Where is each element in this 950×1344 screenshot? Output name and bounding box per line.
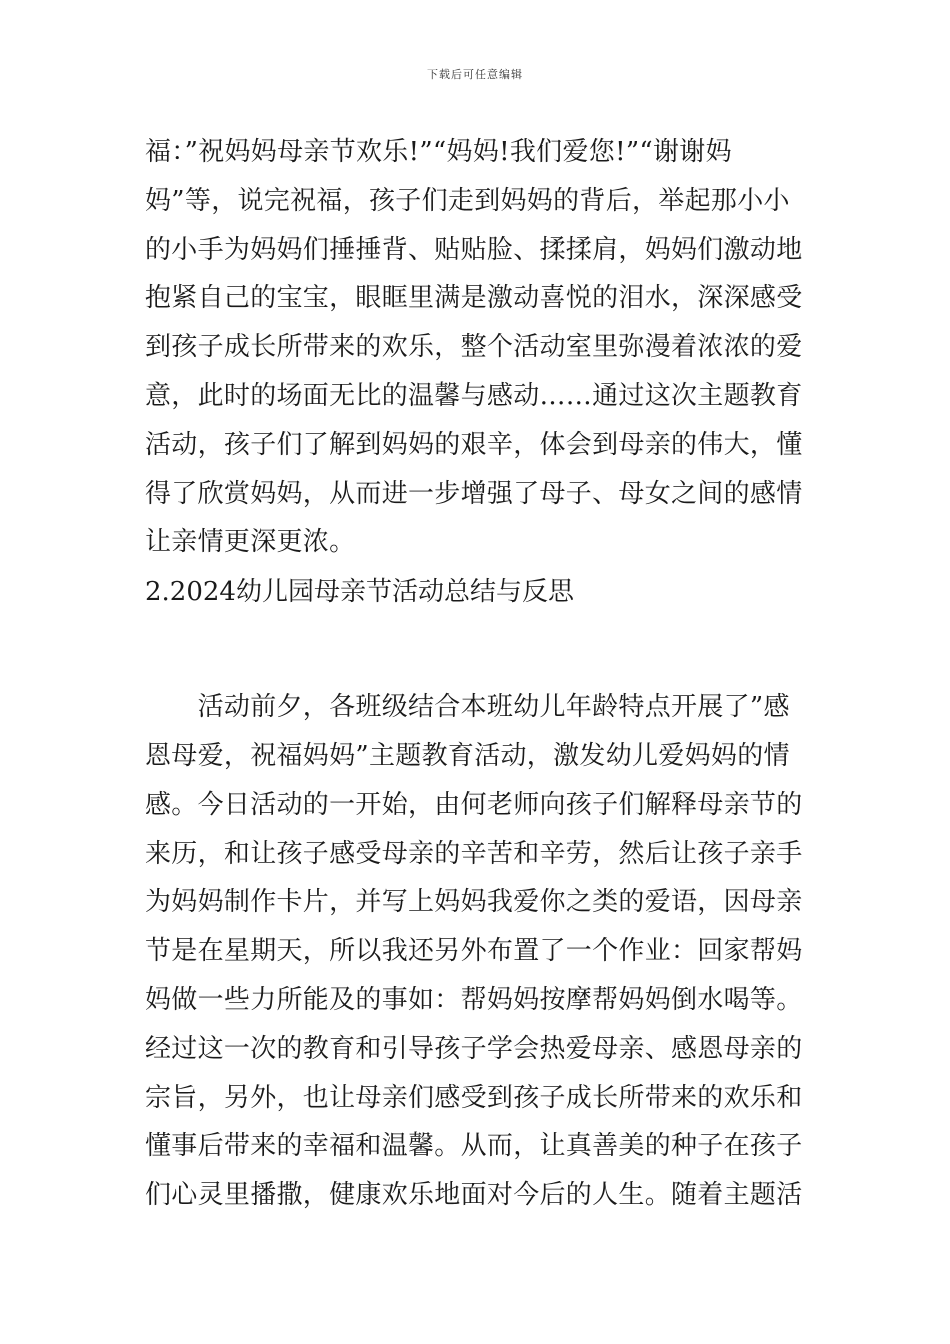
text-line: 活动，孩子们了解到妈妈的艰辛，体会到母亲的伟大，懂 — [145, 429, 803, 460]
text-line: 到孩子成长所带来的欢乐，整个活动室里弥漫着浓浓的爱 — [145, 332, 803, 363]
text-line: 来历，和让孩子感受母亲的辛苦和辛劳，然后让孩子亲手 — [145, 838, 803, 869]
text-line: 宗旨，另外，也让母亲们感受到孩子成长所带来的欢乐和 — [145, 1082, 803, 1113]
text-line: 得了欣赏妈妈，从而进一步增强了母子、母女之间的感情 — [145, 478, 803, 509]
text-line: 意，此时的场面无比的温馨与感动……通过这次主题教育 — [145, 380, 803, 411]
text-line: 们心灵里播撒，健康欢乐地面对今后的人生。随着主题活 — [145, 1180, 803, 1211]
text-line: 福：”祝妈妈母亲节欢乐!”“妈妈!我们爱您!”“谢谢妈 — [145, 137, 732, 167]
page-header-note: 下载后可任意编辑 — [427, 68, 523, 81]
paragraph-2 — [145, 683, 815, 1220]
paragraph-1 — [145, 128, 815, 567]
text-line: 妈”等，说完祝福，孩子们走到妈妈的背后，举起那小小 — [145, 185, 790, 216]
document-body — [145, 128, 815, 1220]
text-line: 活动前夕，各班级结合本班幼儿年龄特点开展了”感 — [145, 692, 790, 723]
text-line: 为妈妈制作卡片，并写上妈妈我爱你之类的爱语，因母亲 — [145, 887, 803, 918]
section-heading: 2.2024幼儿园母亲节活动总结与反思 — [145, 577, 574, 608]
text-line: 懂事后带来的幸福和温馨。从而，让真善美的种子在孩子 — [145, 1131, 803, 1162]
section-spacer — [145, 617, 815, 683]
text-line: 的小手为妈妈们捶捶背、贴贴脸、揉揉肩，妈妈们激动地 — [145, 234, 803, 265]
text-line: 恩母爱，祝福妈妈”主题教育活动，激发幼儿爱妈妈的情 — [145, 740, 790, 771]
text-line: 节是在星期天，所以我还另外布置了一个作业：回家帮妈 — [145, 936, 803, 967]
text-line: 妈做一些力所能及的事如：帮妈妈按摩帮妈妈倒水喝等。 — [145, 984, 803, 1015]
text-line: 抱紧自己的宝宝，眼眶里满是激动喜悦的泪水，深深感受 — [145, 283, 803, 314]
text-line: 经过这一次的教育和引导孩子学会热爱母亲、感恩母亲的 — [145, 1033, 803, 1064]
text-line: 感。今日活动的一开始，由何老师向孩子们解释母亲节的 — [145, 789, 803, 820]
text-line: 让亲情更深更浓。 — [145, 527, 356, 558]
